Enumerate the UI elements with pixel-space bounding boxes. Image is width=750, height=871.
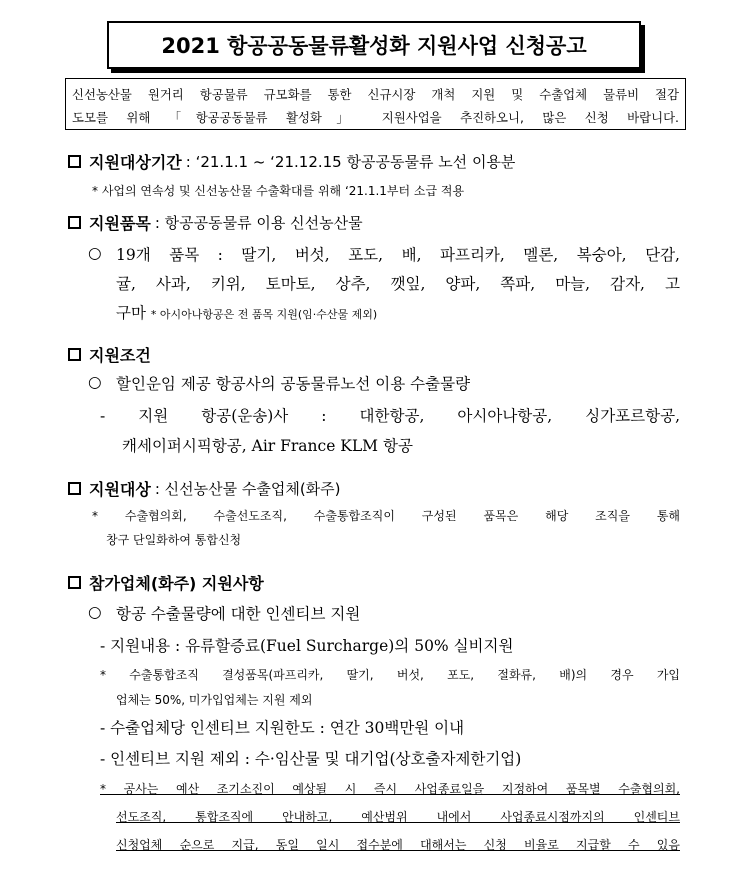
- conditions-line: 캐세이퍼시픽항공, Air France KLM 항공: [122, 437, 413, 455]
- section-heading: 지원대상기간: [89, 153, 182, 172]
- support-line: - 인센티브 지원 제외 : 수·임산물 및 대기업(상호출자제한기업): [100, 750, 522, 768]
- items-note: * 아시아나항공은 전 품목 지원(임·수산물 제외): [150, 308, 378, 321]
- checkbox-square-icon: [68, 348, 81, 361]
- section-support: [68, 571, 264, 594]
- intro-line: 신선농산물 원거리 항공물류 규모화를 통한 신규시장 개척 지원 및 수출업체 물류비 절감: [72, 87, 679, 102]
- section-value: : 항공공동물류 이용 신선농산물: [154, 214, 363, 232]
- checkbox-square-icon: [68, 216, 81, 229]
- section-items: [68, 211, 363, 234]
- support-note-underlined: 선도조직, 통합조직에 안내하고, 예산범위 내에서 사업종료시점까지의 인센티브: [116, 810, 680, 824]
- section-target: [68, 477, 341, 500]
- circle-bullet-icon: ○: [88, 373, 102, 391]
- support-note-underlined: 신청업체 순으로 지급, 동일 일시 접수분에 대해서는 신청 비율로 지급할 수 있음: [116, 838, 680, 852]
- circle-bullet-icon: ○: [88, 244, 102, 262]
- items-line: 구마: [116, 304, 146, 322]
- period-note: * 사업의 연속성 및 신선농산물 수출확대를 위해 ‘21.1.1부터 소급 적용: [92, 184, 465, 198]
- section-period: [68, 150, 515, 173]
- support-note-underlined: * 공사는 예산 조기소진이 예상될 시 즉시 사업종료일을 지정하여 품목별 수출협의회,: [100, 782, 680, 796]
- intro-box: [65, 78, 686, 130]
- support-note: * 수출통합조직 결성품목(파프리카, 딸기, 버섯, 포도, 절화류, 배)의 경우 가입: [100, 668, 680, 682]
- target-note: * 수출협의회, 수출선도조직, 수출통합조직이 구성된 품목은 해당 조직을 통해: [92, 509, 680, 523]
- support-line: - 수출업체당 인센티브 지원한도 : 연간 30백만원 이내: [100, 719, 465, 737]
- conditions-line: 할인운임 제공 항공사의 공동물류노선 이용 수출물량: [116, 375, 471, 393]
- checkbox-square-icon: [68, 482, 81, 495]
- conditions-line: - 지원 항공(운송)사 : 대한항공, 아시아나항공, 싱가포르항공,: [100, 407, 680, 425]
- support-line: - 지원내용 : 유류할증료(Fuel Surcharge)의 50% 실비지원: [100, 637, 514, 655]
- target-note: 창구 단일화하여 통합신청: [106, 533, 242, 547]
- notice-title: 2021 항공공동물류활성화 지원사업 신청공고: [107, 21, 641, 69]
- section-heading: 참가업체(화주) 지원사항: [89, 574, 264, 593]
- support-line: 항공 수출물량에 대한 인센티브 지원: [116, 605, 361, 623]
- section-conditions: [68, 343, 151, 366]
- items-line: 귤, 사과, 키위, 토마토, 상추, 깻잎, 양파, 쪽파, 마늘, 감자, 고: [116, 275, 680, 293]
- intro-line: 도모를 위해 「항공공동물류 활성화」 지원사업을 추진하오니, 많은 신청 바랍니다.: [72, 110, 679, 125]
- section-heading: 지원조건: [89, 346, 151, 365]
- checkbox-square-icon: [68, 155, 81, 168]
- circle-bullet-icon: ○: [88, 603, 102, 621]
- section-heading: 지원대상: [89, 480, 151, 499]
- items-line: 19개 품목 : 딸기, 버섯, 포도, 배, 파프리카, 멜론, 복숭아, 단감,: [116, 246, 680, 264]
- section-heading: 지원품목: [89, 214, 151, 233]
- section-value: : 신선농산물 수출업체(화주): [154, 480, 341, 498]
- items-line-last: [116, 301, 377, 323]
- support-note: 업체는 50%, 미가입업체는 지원 제외: [116, 693, 313, 707]
- checkbox-square-icon: [68, 576, 81, 589]
- section-value: : ‘21.1.1 ~ ‘21.12.15 항공공동물류 노선 이용분: [185, 153, 516, 171]
